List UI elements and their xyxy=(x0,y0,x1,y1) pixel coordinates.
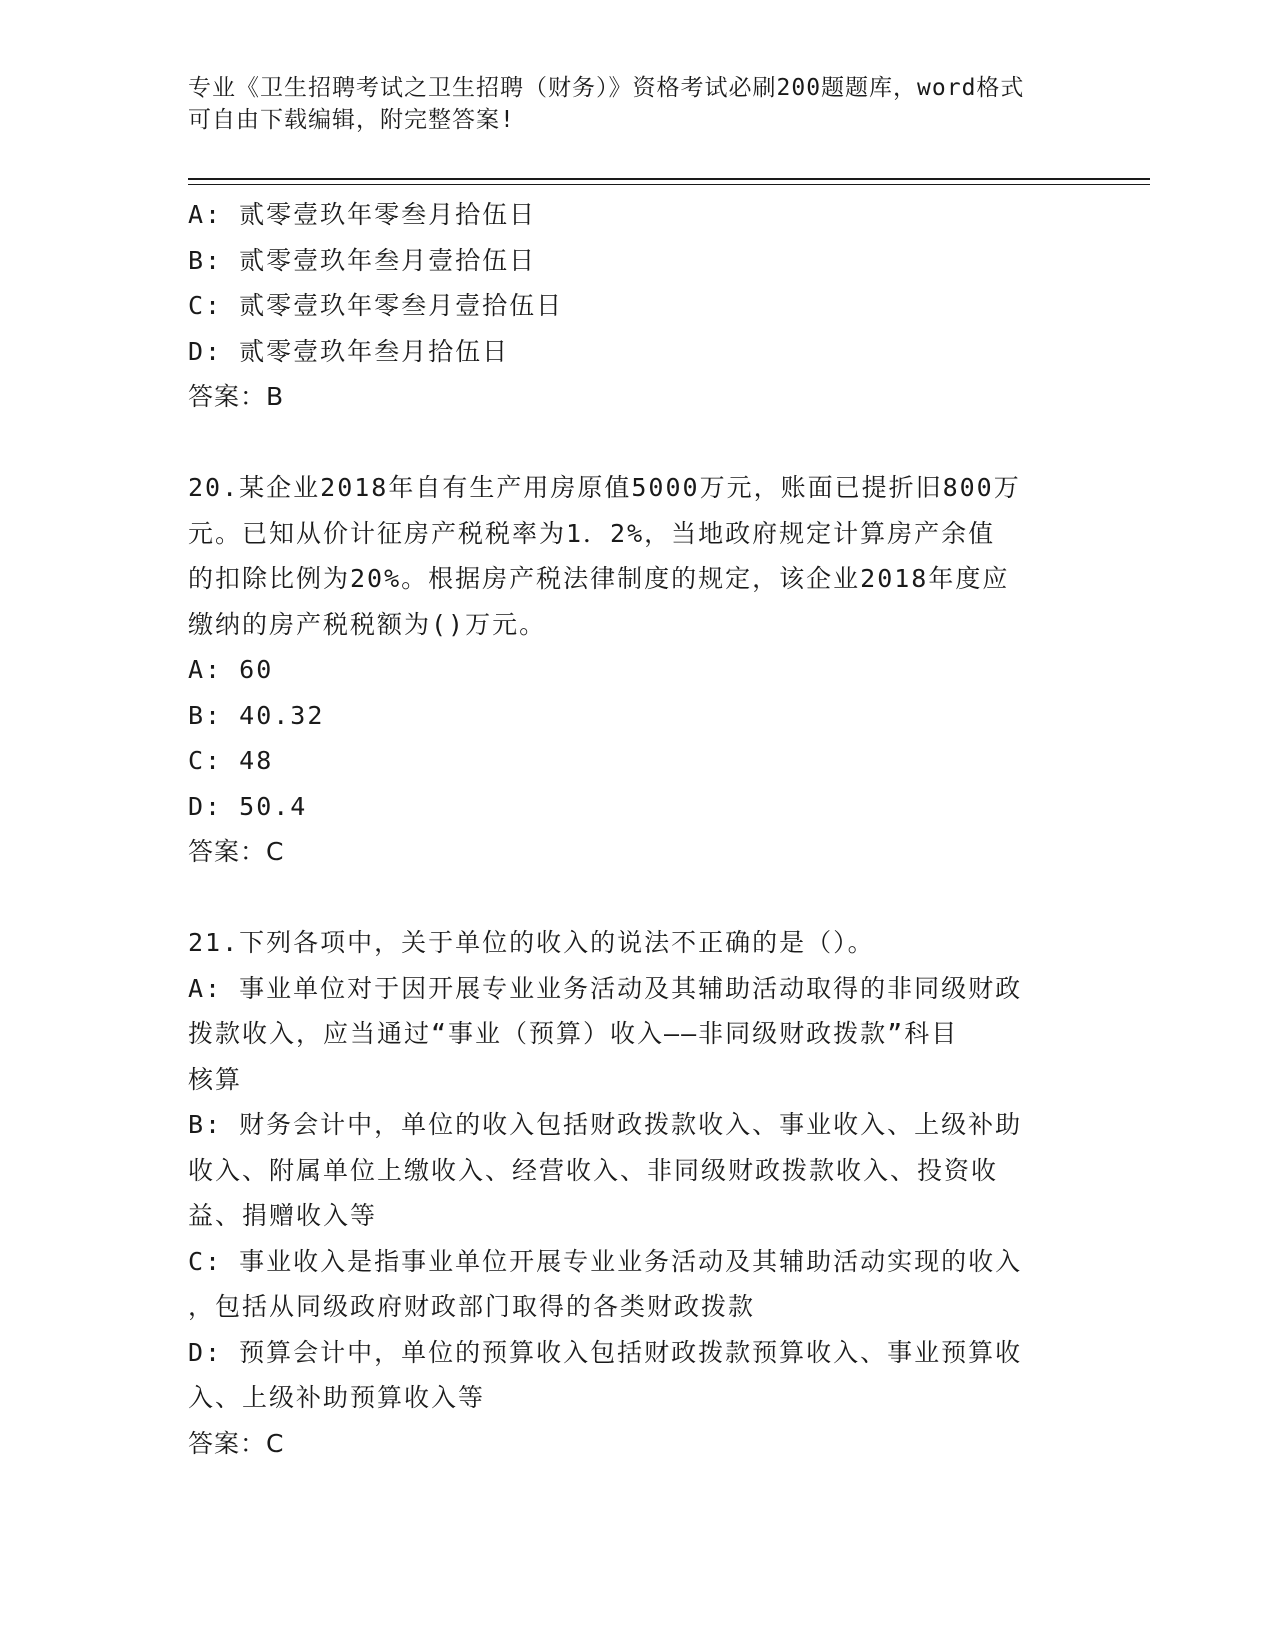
option-c-line: C: 事业收入是指事业单位开展专业业务活动及其辅助活动实现的收入 xyxy=(188,1246,1023,1276)
spacer xyxy=(188,875,1088,921)
option-b: B: 贰零壹玖年叁月壹拾伍日 xyxy=(188,245,537,275)
option-a: A: 贰零壹玖年零叁月拾伍日 xyxy=(188,200,537,229)
option-c: C: 贰零壹玖年零叁月壹拾伍日 xyxy=(188,291,564,320)
answer-label: 答案：B xyxy=(188,382,285,411)
question-stem-line: 缴纳的房产税税额为()万元。 xyxy=(188,609,547,639)
header-divider-thin xyxy=(188,184,1150,185)
option-d-line: 入、上级补助预算收入等 xyxy=(188,1383,486,1412)
option-d-line: D: 预算会计中，单位的预算收入包括财政拨款预算收入、事业预算收 xyxy=(188,1337,1023,1367)
option-b xyxy=(188,1102,1088,1239)
question-stem-line: 的扣除比例为20%。根据房产税法律制度的规定，该企业2018年度应 xyxy=(188,564,1010,593)
option-a-line: 拨款收入，应当通过“事业（预算）收入——非同级财政拨款”科目 xyxy=(188,1019,959,1048)
option-a: A: 60 xyxy=(188,655,274,684)
option-d: D: 50.4 xyxy=(188,791,308,821)
option-d: D: 贰零壹玖年叁月拾伍日 xyxy=(188,336,510,366)
header-divider-thick xyxy=(188,178,1150,180)
header-line-1: 专业《卫生招聘考试之卫生招聘（财务）》资格考试必刷200题题库，word格式 xyxy=(188,75,1025,101)
option-b-line: 收入、附属单位上缴收入、经营收入、非同级财政拨款收入、投资收 xyxy=(188,1155,999,1185)
option-c-line: ，包括从同级政府财政部门取得的各类财政拨款 xyxy=(188,1292,756,1321)
option-c xyxy=(188,1239,1088,1330)
spacer xyxy=(188,420,1088,466)
question-21 xyxy=(188,920,1088,1466)
question-19 xyxy=(188,192,1088,420)
answer-label: 答案：C xyxy=(188,1428,285,1458)
document-content xyxy=(188,192,1088,1466)
option-d xyxy=(188,1330,1088,1421)
question-stem-line: 元。已知从价计征房产税税率为1．2%，当地政府规定计算房产余值 xyxy=(188,518,996,548)
answer-label: 答案：C xyxy=(188,837,285,866)
question-stem-line: 20.某企业2018年自有生产用房原值5000万元，账面已提折旧800万 xyxy=(188,473,1021,502)
question-stem-line: 21.下列各项中，关于单位的收入的说法不正确的是（）。 xyxy=(188,928,875,957)
option-a-line: 核算 xyxy=(188,1064,243,1094)
option-b-line: B: 财务会计中，单位的收入包括财政拨款收入、事业收入、上级补助 xyxy=(188,1110,1023,1139)
header-line-2: 可自由下载编辑，附完整答案! xyxy=(188,107,515,133)
option-a xyxy=(188,966,1088,1103)
option-a-line: A: 事业单位对于因开展专业业务活动及其辅助活动取得的非同级财政 xyxy=(188,973,1023,1003)
question-20 xyxy=(188,465,1088,875)
option-b-line: 益、捐赠收入等 xyxy=(188,1201,378,1230)
option-b: B: 40.32 xyxy=(188,700,325,730)
option-c: C: 48 xyxy=(188,746,274,775)
document-header xyxy=(188,72,1068,136)
